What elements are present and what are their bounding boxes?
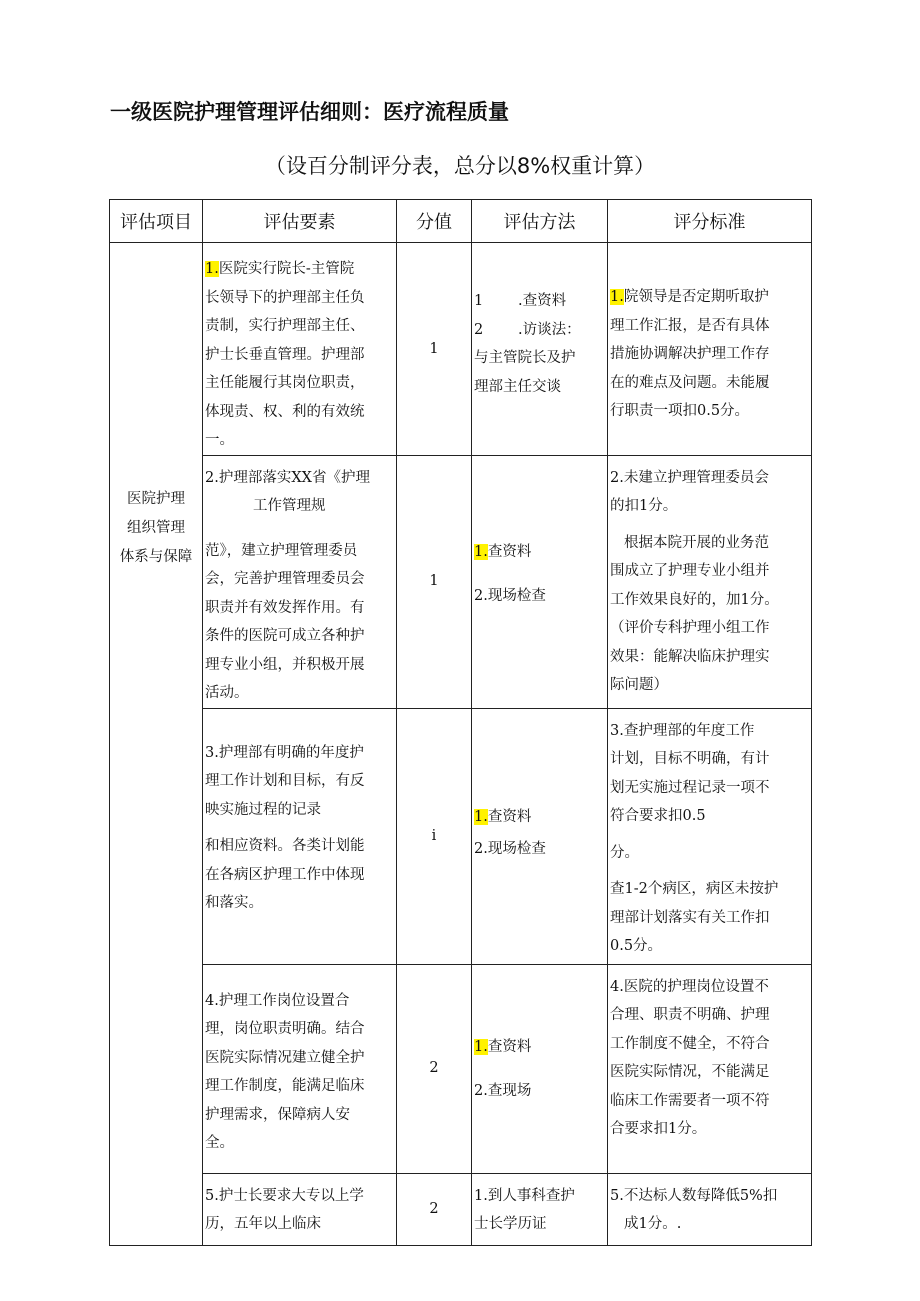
text-line: 医院实行院长-主管院 (218, 261, 355, 277)
text-line: 效果：能解决临床护理实 (610, 648, 770, 665)
text-line: 体现责、权、利的有效统 (205, 403, 365, 420)
text-line: 3.查护理部的年度工作 (610, 722, 755, 739)
text-line: 工作管理规 (253, 498, 326, 514)
highlight-mark: 1. (205, 261, 219, 277)
header-standard: 评分标准 (608, 200, 812, 243)
table-header-row (110, 200, 812, 243)
element-cell (203, 1173, 397, 1245)
standard-cell (608, 1173, 812, 1245)
text-line: 工作制度不健全，不符合 (610, 1035, 770, 1052)
text-line: 映实施过程的记录 (205, 801, 321, 818)
text-line: 护士长垂直管理。护理部 (205, 346, 365, 363)
method-number: 1 (474, 293, 484, 309)
category-line: 体系与保障 (119, 549, 193, 566)
highlight-mark: 1. (610, 289, 624, 305)
text-line: 划无实施过程记录一项不 (610, 779, 770, 796)
method-cell (472, 964, 608, 1173)
text-line: 4.医院的护理岗位设置不 (610, 978, 769, 995)
text-line: 长领导下的护理部主任负 (205, 289, 365, 306)
text-line: 围成立了护理专业小组并 (610, 563, 770, 579)
element-cell (203, 455, 397, 708)
text-line: 在的难点及问题。未能履 (610, 374, 770, 391)
text-line: 历，五年以上临床 (205, 1216, 321, 1232)
text-line: 合要求扣1分。 (610, 1121, 707, 1137)
text-line: 条件的医院可成立各种护 (205, 628, 365, 644)
standard-cell (608, 964, 812, 1173)
text-line: 和相应资料。各类计划能 (205, 838, 365, 854)
text-line: 查资料 (487, 1038, 532, 1055)
text-line: 临床工作需要者一项不符 (610, 1092, 770, 1109)
method-cell (472, 243, 608, 456)
text-line: 成1分。. (624, 1216, 682, 1232)
element-cell (203, 243, 397, 456)
text-line: .访谈法： (518, 321, 581, 338)
evaluation-table (109, 199, 812, 1246)
text-line: 符合要求扣0.5 (610, 808, 706, 824)
text-line: 一。 (205, 432, 234, 448)
category-line: 组织管理 (127, 520, 185, 537)
text-line: 与主管院长及护 (474, 350, 576, 366)
text-line: 理部主任交谈 (474, 378, 561, 395)
text-line: 医院实际情况建立健全护 (205, 1049, 365, 1066)
text-line: 理工作制度，能满足临床 (205, 1078, 365, 1094)
header-item: 评估项目 (110, 200, 203, 243)
text-line: 会，完善护理管理委员会 (205, 571, 365, 587)
header-method: 评估方法 (472, 200, 608, 243)
text-line: 工作效果良好的，加1分。 (610, 591, 779, 608)
method-cell (472, 1173, 608, 1245)
text-line: 5.护士长要求大专以上学 (205, 1187, 364, 1204)
score-cell: 1 (397, 243, 472, 456)
text-line: 查资料 (487, 808, 532, 825)
text-line: 3.护理部有明确的年度护 (205, 744, 364, 761)
score-cell: 2 (397, 964, 472, 1173)
text-line: 查资料 (487, 543, 532, 560)
highlight-mark: 1. (474, 1038, 488, 1055)
text-line: 分。 (610, 844, 639, 861)
text-line: 理工作汇报，是否有具体 (610, 317, 770, 334)
text-line: 计划，目标不明确，有计 (610, 751, 770, 767)
text-line: 理工作计划和目标，有反 (205, 773, 365, 789)
text-line: .查资料 (518, 293, 567, 309)
score-cell: i (397, 708, 472, 964)
element-cell (203, 964, 397, 1173)
text-line: 1.到人事科查护 (474, 1187, 575, 1204)
text-line: 2.未建立护理管理委员会 (610, 469, 769, 486)
category-cell (110, 243, 203, 1246)
standard-cell (608, 243, 812, 456)
text-line: 5.不达标人数每降低5%扣 (610, 1187, 778, 1204)
text-line: 查1-2个病区，病区未按护 (610, 881, 779, 897)
highlight-mark: 1. (474, 543, 488, 560)
text-line: 2.现场检查 (474, 588, 546, 604)
text-line: 全。 (205, 1135, 234, 1151)
text-line: 根据本院开展的业务范 (624, 534, 769, 551)
text-line: 和落实。 (205, 895, 263, 911)
text-line: 在各病区护理工作中体现 (205, 866, 365, 883)
text-line: 理专业小组，并积极开展 (205, 656, 365, 673)
method-cell (472, 708, 608, 964)
text-line: 责制，实行护理部主任、 (205, 318, 365, 334)
text-line: 措施协调解决护理工作存 (610, 346, 770, 362)
text-line: 行职责一项扣0.5分。 (610, 403, 750, 419)
text-line: 士长学历证 (474, 1216, 547, 1232)
standard-cell (608, 455, 812, 708)
text-line: 理，岗位职责明确。结合 (205, 1021, 365, 1037)
text-line: 范》，建立护理管理委员 (205, 542, 358, 559)
header-element: 评估要素 (203, 200, 397, 243)
header-score: 分值 (397, 200, 472, 243)
text-line: 0.5分。 (610, 938, 663, 954)
text-line: 职责并有效发挥作用。有 (205, 599, 365, 616)
table-row (110, 455, 812, 708)
text-line: 2.查现场 (474, 1083, 532, 1099)
method-number: 2 (474, 321, 484, 338)
table-row (110, 243, 812, 456)
table-row (110, 708, 812, 964)
text-line: 主任能履行其岗位职责， (205, 375, 365, 391)
text-line: 合理、职责不明确、护理 (610, 1007, 770, 1023)
text-line: 4.护理工作岗位设置合 (205, 992, 350, 1009)
document-title: 一级医院护理管理评估细则：医疗流程质量 (110, 100, 509, 124)
text-line: 院领导是否定期听取护 (623, 289, 769, 305)
table-row (110, 964, 812, 1173)
text-line: 理部计划落实有关工作扣 (610, 909, 770, 926)
method-cell (472, 455, 608, 708)
text-line: 际问题） (610, 677, 668, 693)
score-cell: 1 (397, 455, 472, 708)
text-line: 2.现场检查 (474, 841, 546, 857)
score-cell: 2 (397, 1173, 472, 1245)
text-line: 医院实际情况，不能满足 (610, 1064, 770, 1080)
text-line: 活动。 (205, 685, 249, 701)
text-line: 2.护理部落实XX省《护理 (205, 469, 370, 486)
text-line: （评价专科护理小组工作 (610, 620, 770, 636)
element-cell (203, 708, 397, 964)
highlight-mark: 1. (474, 808, 488, 825)
text-line: 护理需求，保障病人安 (205, 1106, 350, 1123)
document-subtitle: （设百分制评分表，总分以8%权重计算） (264, 154, 656, 178)
standard-cell (608, 708, 812, 964)
text-line: 的扣1分。 (610, 498, 678, 514)
category-line: 医院护理 (127, 491, 185, 508)
table-row (110, 1173, 812, 1245)
